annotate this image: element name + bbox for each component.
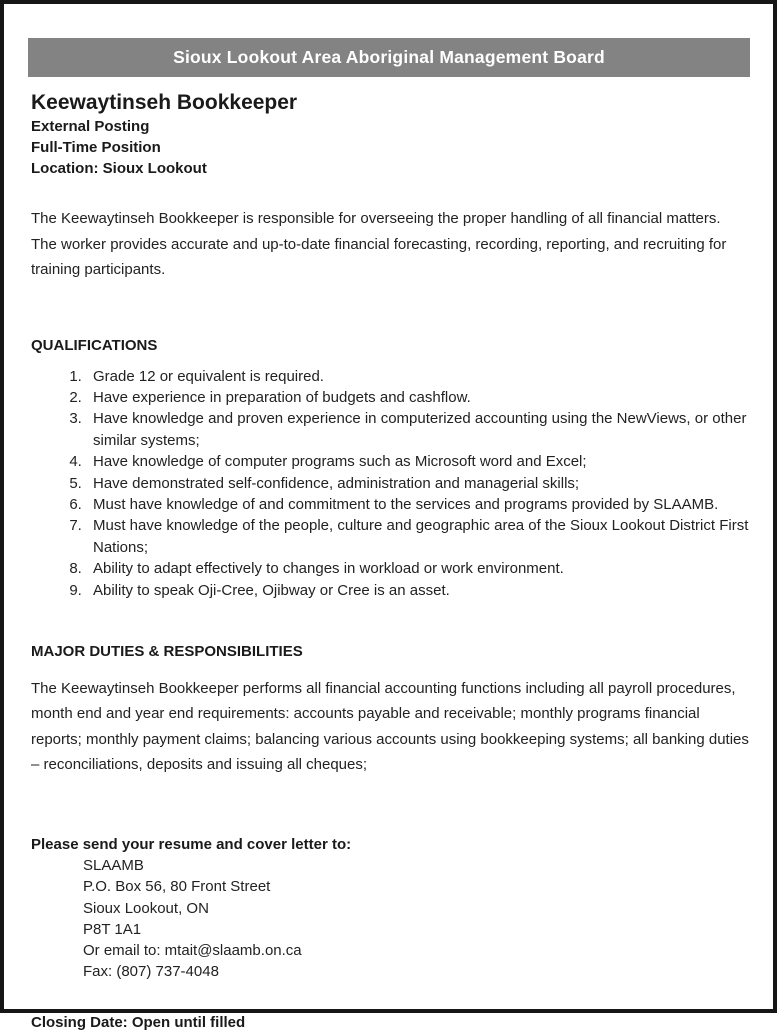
- contact-fax-line: Fax: (807) 737-4048: [83, 963, 219, 981]
- contact-city-line: Sioux Lookout, ON: [83, 899, 209, 917]
- qualification-item: 9. Ability to speak Oji-Cree, Ojibway or Cree is an asset.: [86, 580, 750, 601]
- closing-date-line: Closing Date: Open until filled: [31, 1013, 246, 1031]
- contact-street-line: P.O. Box 56, 80 Front Street: [83, 878, 271, 896]
- org-banner-text: Sioux Lookout Area Aboriginal Management Board: [173, 47, 605, 67]
- posting-meta: [31, 116, 750, 179]
- org-banner: [28, 38, 750, 77]
- intro-paragraph: The Keewaytinseh Bookkeeper is responsible for overseeing the proper handling of all financial matters. The worker provides accurate and up-to-date financial forecasting, recording, reporting, and recruiting for training participants.: [31, 210, 727, 278]
- position-type-line: Full-Time Position: [31, 139, 161, 156]
- qualification-item: 3. Have knowledge and proven experience in computerized accounting using the NewViews, or other similar systems;: [86, 408, 750, 451]
- qualification-item: 6. Must have knowledge of and commitment to the services and programs provided by SLAAMB.: [86, 494, 750, 515]
- duties-heading: MAJOR DUTIES & RESPONSIBILITIES: [31, 642, 303, 660]
- qualification-item: 1. Grade 12 or equivalent is required.: [86, 366, 750, 387]
- qualification-item: 7. Must have knowledge of the people, culture and geographic area of the Sioux Lookout District First Nations;: [86, 515, 750, 558]
- duties-paragraph: The Keewaytinseh Bookkeeper performs all financial accounting functions including all payroll procedures, month end and year end requirements: accounts payable and receivable; monthly programs financial reports; monthly payment claims; balancing various accounts using bookkeeping systems; all banking duties – reconciliations, deposits and issuing all cheques;: [31, 679, 749, 774]
- qualification-item: 4. Have knowledge of computer programs such as Microsoft word and Excel;: [86, 451, 750, 472]
- contact-heading: Please send your resume and cover letter to:: [31, 835, 352, 853]
- contact-block: [31, 834, 750, 983]
- qualification-item: 8. Ability to adapt effectively to changes in workload or work environment.: [86, 558, 750, 579]
- page-title: Keewaytinseh Bookkeeper: [31, 91, 298, 114]
- contact-postal-line: P8T 1A1: [83, 920, 142, 938]
- contact-org-line: SLAAMB: [83, 856, 144, 874]
- contact-address: [83, 855, 750, 983]
- location-line: Location: Sioux Lookout: [31, 160, 207, 177]
- qualification-item: 5. Have demonstrated self-confidence, administration and managerial skills;: [86, 473, 750, 494]
- posting-type-line: External Posting: [31, 118, 150, 135]
- qualifications-list: [28, 366, 750, 601]
- contact-email-line: Or email to: mtait@slaamb.on.ca: [83, 942, 302, 960]
- qualification-item: 2. Have experience in preparation of budgets and cashflow.: [86, 387, 750, 408]
- qualifications-heading: QUALIFICATIONS: [31, 336, 158, 354]
